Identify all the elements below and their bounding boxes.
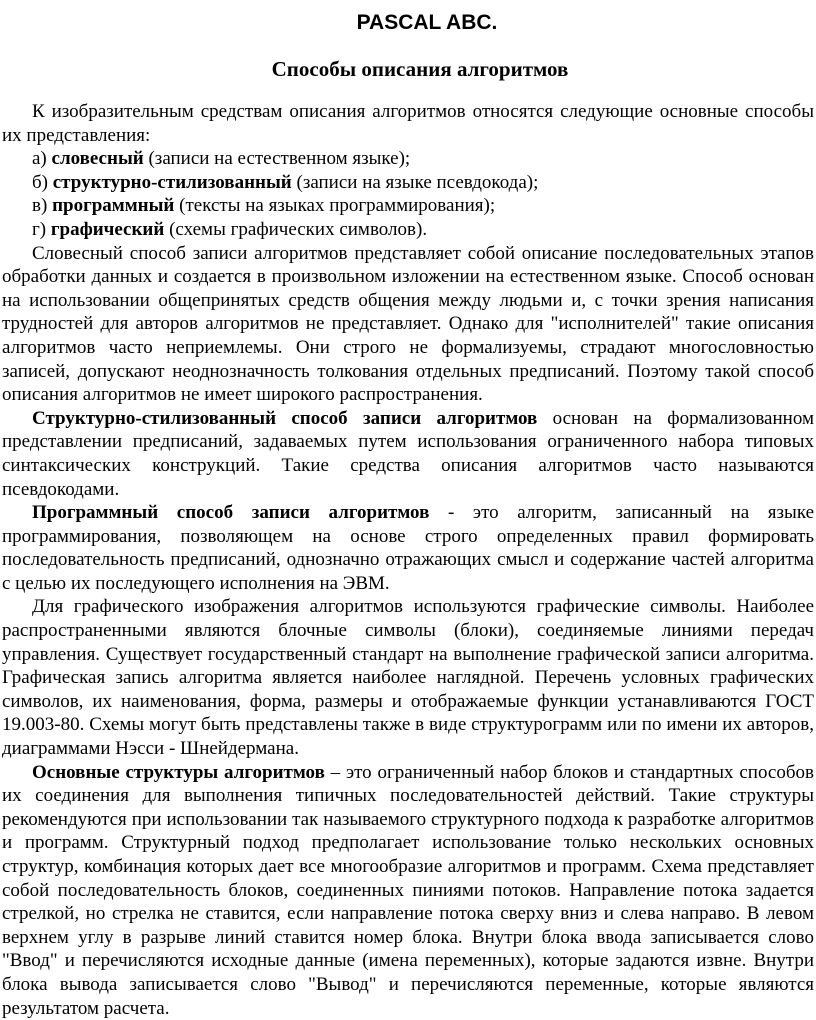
method-marker: а) [32,148,47,170]
method-marker: в) [32,195,48,217]
paragraph-lead: Основные структуры алгоритмов [32,761,325,783]
paragraph-body: - это алгоритм, записанный на языке программирования, позволяющем на основе строго определенных правил формировать последовательность предписаний, однозначно отражающих смысл и содержание частей алгоритма с целью их последующего исполнения на ЭВМ. [2,502,815,594]
graphical-method-paragraph: Для графического изображения алгоритмов используются графические символы. Наиболее распространенными являются блочные символы (блоки), соединяемые линиями передач управления. Существует государственный стандарт на выполнение графической записи алгоритма. Графическая запись алгоритма является наиболее наглядной. Перечень условных графических символов, их наименования, форма, размеры и отображаемые функции устанавливаются ГОСТ 19.003-80. Схемы могут быть представлены также в виде структурограмм или по имени их авторов, диаграммами Нэсси - Шнейдермана. [2,596,814,760]
method-desc: (схемы графических символов). [169,218,428,240]
paragraph-lead: Структурно-стилизованный способ записи алгоритмов [32,407,538,429]
structured-method-paragraph [2,407,814,501]
programmatic-method-paragraph [2,501,814,595]
paragraph-lead: Программный способ записи алгоритмов [32,502,430,524]
app-title: PASCAL ABC. [356,11,498,34]
method-desc: (записи на языке псевдокода); [296,171,539,193]
method-item-programmatic [2,194,814,218]
method-desc: (записи на естественном языке); [148,148,411,170]
intro-paragraph: К изобразительным средствам описания алгоритмов относятся следующие основные способы их представления: [2,101,814,146]
paragraph-body: – это ограниченный набор блоков и стандартных способов их соединения для выполнения типичных последовательностей действий. Такие структуры рекомендуются при использовании так называемого структурного подхода к разработке алгоритмов и программ. Структурный подход предполагает использование только нескольких основных структур, комбинация которых дает все многообразие алгоритмов и программ. Схема представляет собой последовательность блоков, соединенных пиниями потоков. Направление потока задается стрелкой, но стрелка не ставится, если направление потока сверху вниз и слева направо. В левом верхнем углу в разрыве линий ставится номер блока. Внутри блока ввода записывается слово "Ввод" и перечисляются исходные данные (имена переменных), которые задаются извне. Внутри блока вывода записывается слово "Вывод" и перечисляются переменные, которые являются результатом расчета. [2,761,814,1019]
verbal-method-paragraph: Словесный способ записи алгоритмов представляет собой описание последовательных этапов обработки данных и создается в произвольном изложении на естественном языке. Способ основан на использовании общепринятых средств общения между людьми и, с точки зрения написания трудностей для авторов алгоритмов не представляет. Однако для "исполнителей" такие описания алгоритмов часто неприемлемы. Они строго не формализуемы, страдают многословностью записей, допускают неоднозначность толкования отдельных предписаний. Поэтому такой способ описания алгоритмов не имеет широкого распространения. [2,242,814,406]
section-title: Способы описания алгоритмов [271,57,569,81]
basic-structures-paragraph [2,761,814,1020]
method-name: структурно-стилизованный [52,171,292,193]
method-name: словесный [51,148,144,170]
method-desc: (тексты на языках программирования); [179,195,496,217]
method-marker: б) [32,171,48,193]
paragraph-body: основан на формализованном представлении предписаний, задаваемых путем использования ограниченного набора типовых синтаксических конструкций. Такие средства описания алгоритмов часто называются псевдокодами. [2,407,814,500]
method-item-structured [2,171,814,195]
method-item-verbal [2,147,814,171]
method-item-graphical [2,218,814,242]
method-marker: г) [32,218,47,240]
method-name: программный [52,195,175,217]
method-name: графический [50,218,165,240]
